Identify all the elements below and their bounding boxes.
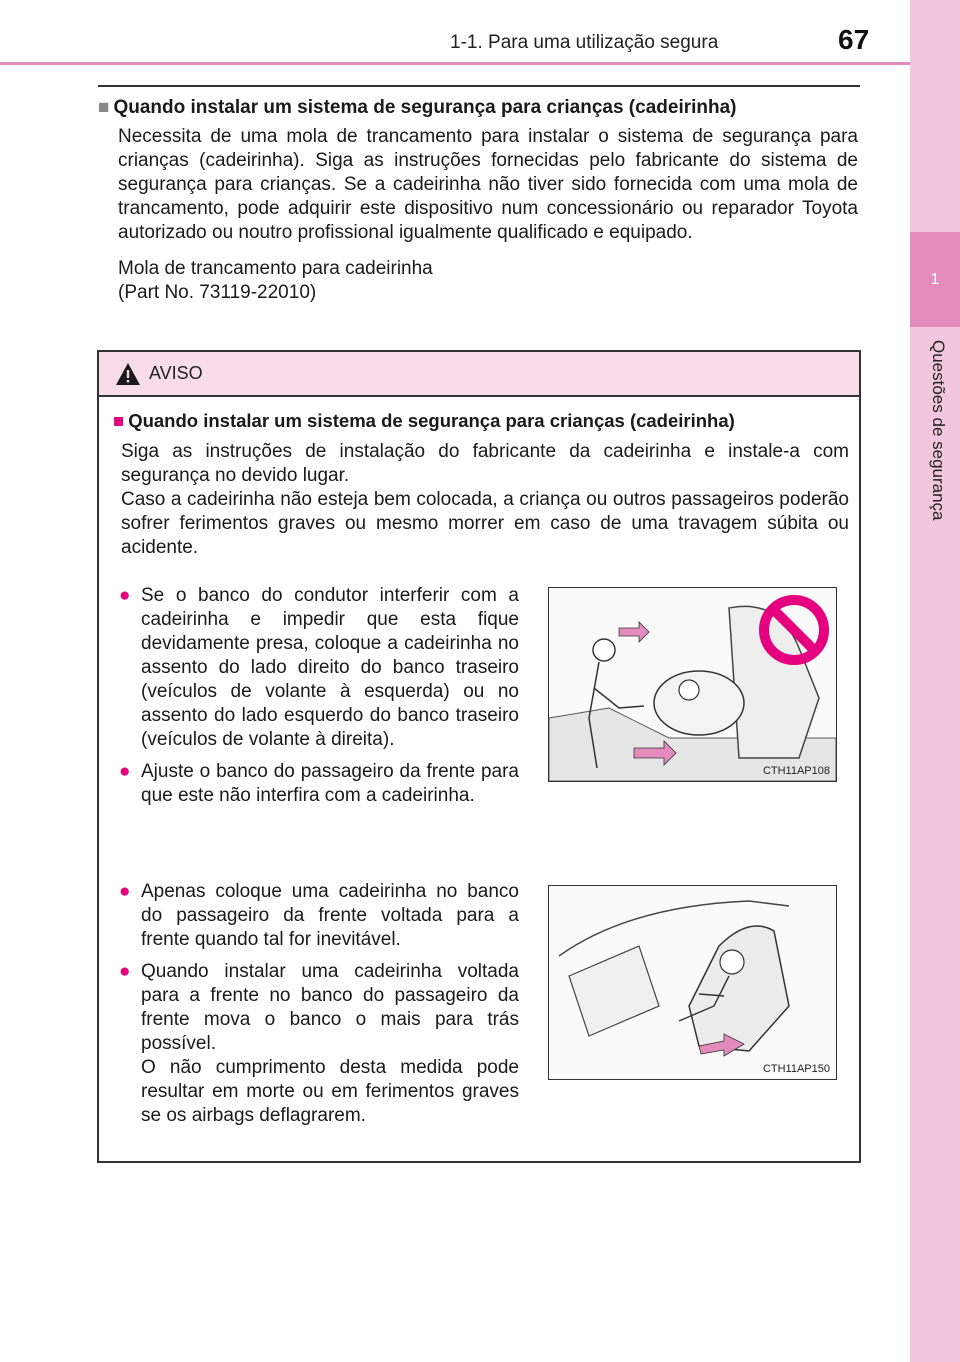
warning-paragraph	[121, 440, 849, 560]
bullet-dot-icon: ●	[119, 585, 131, 606]
list-item	[119, 960, 519, 1128]
part-line-2: (Part No. 73119-22010)	[118, 282, 317, 303]
bullet-text: Quando instalar uma cadeirinha voltada para a frente no banco do passageiro da frente mova o banco o mais para trás possível. O não cumprimento desta medida pode resultar em morte ou em ferimentos graves se os airbags deflagrarem.	[141, 961, 519, 1126]
child-seat-interference-illustration	[549, 588, 836, 781]
bullet-group-2	[119, 880, 519, 1136]
header-rule	[0, 62, 910, 65]
square-bullet-icon: ■	[98, 97, 110, 118]
bullet-dot-icon: ●	[119, 961, 131, 982]
warning-paragraph-1: Siga as instruções de instalação do fabricante da cadeirinha e instale-a com segurança no devido lugar.	[121, 441, 849, 486]
warning-header	[99, 352, 859, 397]
warning-heading	[113, 410, 735, 432]
warning-box	[97, 350, 861, 1163]
part-line-1: Mola de trancamento para cadeirinha	[118, 258, 433, 279]
chapter-number-tab[interactable]: 1	[910, 232, 960, 327]
section-paragraph: Necessita de uma mola de trancamento para instalar o sistema de segurança para crianças (cadeirinha). Siga as instruções fornecidas pelo fabricante do sistema de segurança para crianças. Se a cadeirinha não tiver sido fornecida com uma mola de trancamento, pode adquirir este dispositivo num concessionário ou reparador Toyota autorizado ou noutro profissional igualmente qualificado e equipado.	[118, 126, 858, 243]
square-bullet-icon: ■	[113, 410, 125, 431]
bullet-dot-icon: ●	[119, 761, 131, 782]
illustration-code: CTH11AP150	[762, 1063, 830, 1075]
part-number-block	[118, 257, 858, 305]
illustration-wrong-placement	[548, 587, 837, 782]
chapter-title: Questões de segurança	[929, 340, 948, 521]
list-item	[119, 880, 519, 952]
list-item	[119, 760, 519, 808]
bullet-text: Se o banco do condutor interferir com a cadeirinha e impedir que esta fique devidamente presa, coloque a cadeirinha no assento do lado direito do banco traseiro (veículos de volante à esquerda) ou no assento do lado esquerdo do banco traseiro (veículos de volante à direita).	[141, 585, 519, 750]
section-heading-text: Quando instalar um sistema de segurança para crianças (cadeirinha)	[113, 97, 737, 118]
section-heading	[98, 95, 858, 121]
page-number: 67	[838, 24, 870, 55]
list-item	[119, 584, 519, 752]
section-breadcrumb: 1-1. Para uma utilização segura	[450, 32, 719, 53]
child-restraint-section	[98, 95, 858, 305]
bullet-text: Ajuste o banco do passageiro da frente para que este não interfira com a cadeirinha.	[141, 761, 519, 806]
forward-facing-seat-illustration	[549, 886, 836, 1079]
bullet-group-1	[119, 584, 519, 816]
warning-label: AVISO	[149, 363, 203, 383]
section-rule	[98, 85, 860, 87]
bullet-dot-icon: ●	[119, 881, 131, 902]
bullet-text: Apenas coloque uma cadeirinha no banco do passageiro da frente voltada para a frente quando tal for inevitável.	[141, 881, 519, 950]
illustration-forward-facing-seat	[548, 885, 837, 1080]
chapter-sidebar	[910, 0, 960, 1362]
warning-paragraph-2: Caso a cadeirinha não esteja bem colocada, a criança ou outros passageiros poderão sofrer ferimentos graves ou mesmo morrer em caso de uma travagem súbita ou acidente.	[121, 489, 849, 558]
illustration-code: CTH11AP108	[762, 765, 830, 777]
warning-heading-text: Quando instalar um sistema de segurança para crianças (cadeirinha)	[128, 410, 735, 431]
warning-triangle-icon	[115, 362, 141, 386]
